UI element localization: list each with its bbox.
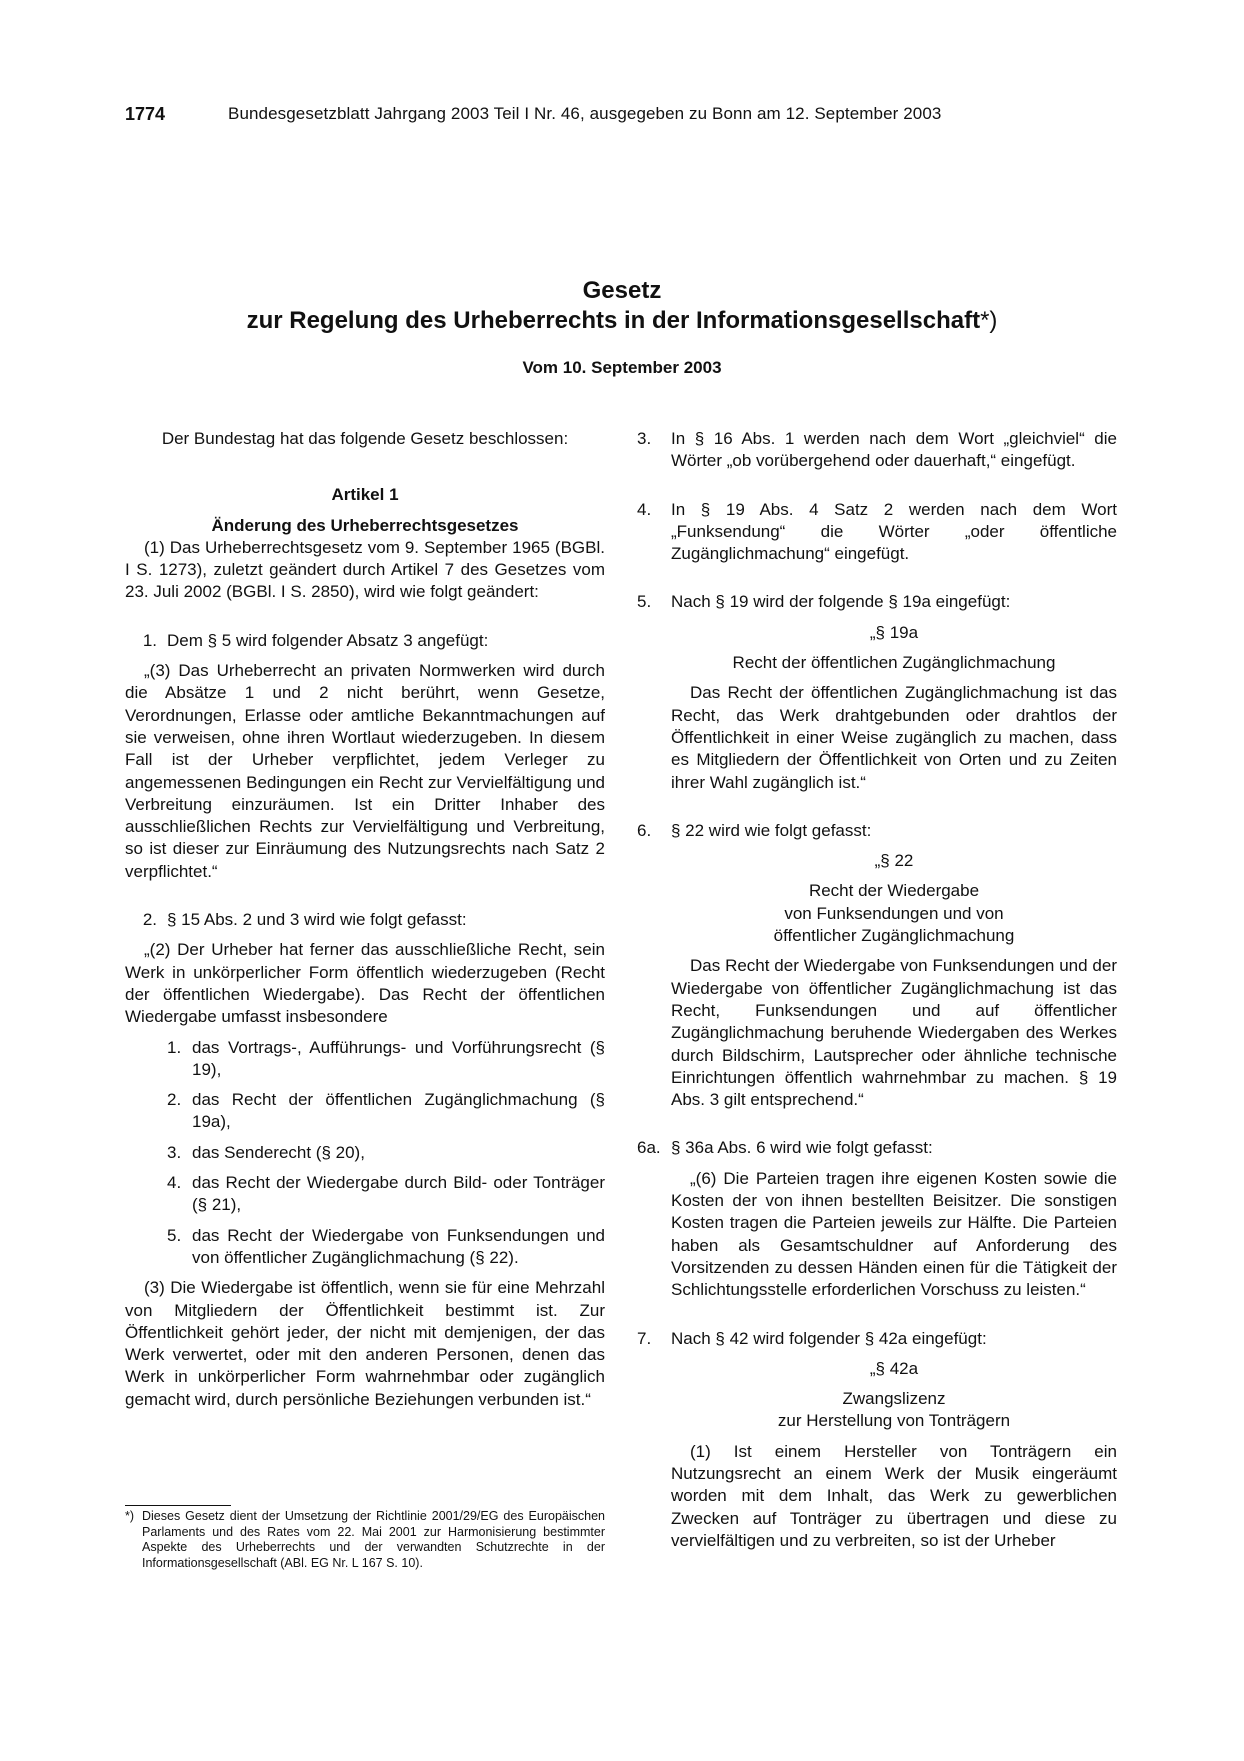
sub-item-text: das Senderecht (§ 20), [192,1142,365,1162]
section-title: Recht der öffentlichen Zugänglichmachung [732,653,1056,673]
section-title-line: zur Herstellung von Tonträgern [777,1411,1011,1431]
quoted-amendment: „(6) Die Parteien tragen ihre eigenen Kosten sowie die Kosten der von ihnen bestellten Beisitzer. Die sonstigen Kosten tragen die Parteien jeweils zur Hälfte. Die Parteien haben als Gesamtschuldner auf Anforderung des Vorsitzenden zu dessen Händen einen für die Tätigkeit der Schlichtungsstelle erforderlichen Vorschuss zu leisten.“ [671,1168,1117,1300]
list-item [637,499,1117,566]
page-header [125,104,1119,128]
sub-list-item [167,1037,605,1082]
section-number: „§ 42a [869,1358,919,1378]
title-footnote-mark: *) [980,307,998,334]
sub-item-number: 2. [167,1090,182,1110]
article-para-1: (1) Das Urheberrechtsgesetz vom 9. September 1965 (BGBl. I S. 1273), zuletzt geändert durch Artikel 7 des Gesetzes vom 23. Juli 2002 (BGBl. I S. 2850), wird wie folgt geändert: [125,537,605,602]
sub-item-number: 1. [167,1037,182,1057]
sub-list [167,1029,605,1278]
item-text: Nach § 42 wird folgender § 42a eingefügt: [671,1328,987,1348]
sub-list-item [167,1089,605,1134]
sub-list-item [167,1172,605,1217]
section-body: (1) Ist einem Hersteller von Tonträgern ein Nutzungsrecht an einem Werk der Musik eingeräumt worden mit dem Inhalt, das Werk zu gewerblichen Zwecken auf Tonträger zu übertragen und diese zu vervielfältigen und zu verbreiten, so ist der Urheber [671,1441,1117,1550]
sub-item-number: 4. [167,1173,182,1193]
law-title [0,276,1244,336]
section-body: Das Recht der Wiedergabe von Funksendungen und der Wiedergabe von öffentlicher Zugänglichmachung ist das Recht, Funksendungen und auf öffentlicher Zugänglichmachung beruhende Wiedergaben des Werkes durch Bildschirm, Lautsprecher oder ähnliche technische Einrichtungen öffentlich wahrnehmbar zu machen. § 19 Abs. 3 gilt entsprechend.“ [671,956,1117,1110]
list-item [637,1328,1117,1350]
intro-text: Der Bundestag hat das folgende Gesetz beschlossen: [161,429,569,448]
item-text: § 36a Abs. 6 wird wie folgt gefasst: [671,1138,933,1158]
title-line-2 [0,306,1244,336]
item-number: 1. [142,630,157,650]
item-number: 5. [637,592,652,612]
article-heading: Artikel 1 [331,485,399,505]
left-column [125,428,605,1411]
sub-item-text: das Recht der öffentlichen Zugänglichmachung (§ 19a), [192,1090,605,1132]
sub-item-text: das Recht der Wiedergabe durch Bild- oder Tonträger (§ 21), [192,1173,605,1215]
quoted-amendment-para-3: (3) Die Wiedergabe ist öffentlich, wenn sie für eine Mehrzahl von Mitgliedern der Öffentlichkeit bestimmt ist. Zur Öffentlichkeit gehört jeder, der nicht mit demjenigen, der das Werk verwertet, oder mit den anderen Personen, denen das Werk in unkörperlicher Form wahrnehmbar oder zugänglich gemacht wird, durch persönliche Beziehungen verbunden ist.“ [125,1278,605,1409]
sub-item-text: das Vortrags-, Aufführungs- und Vorführungsrecht (§ 19), [192,1037,605,1079]
title-line-2-text: zur Regelung des Urheberrechts in der Informationsgesellschaft [246,307,981,334]
item-text: In § 16 Abs. 1 werden nach dem Wort „gleichviel“ die Wörter „ob vorübergehend oder dauerhaft,“ eingefügt. [671,429,1117,471]
item-text: In § 19 Abs. 4 Satz 2 werden nach dem Wort „Funksendung“ die Wörter „oder öffentliche Zugänglichmachung“ eingefügt. [671,499,1117,564]
item-text: § 22 wird wie folgt gefasst: [671,820,872,840]
section-title-line: Zwangslizenz [842,1389,946,1409]
right-column [637,428,1117,1552]
list-item [637,428,1117,473]
sub-item-number: 3. [167,1142,182,1162]
item-number: 7. [637,1328,652,1348]
item-number: 6a. [637,1138,661,1158]
running-title: Bundesgesetzblatt Jahrgang 2003 Teil I Nr. 46, ausgegeben zu Bonn am 12. September 2003 [228,104,942,123]
item-number: 6. [637,820,652,840]
quoted-amendment: „(3) Das Urheberrecht an privaten Normwerken wird durch die Absätze 1 und 2 nicht berührt, wenn Gesetze, Verordnungen, Erlasse oder amtliche Bekanntmachungen auf sie verweisen, ohne ihren Wortlaut wiederzugeben. In diesem Fall ist der Urheber verpflichtet, jedem Verleger zu angemessenen Bedingungen ein Recht zur Vervielfältigung und Verbreitung einzuräumen. Ist ein Dritter Inhaber des ausschließlichen Rechts zur Vervielfältigung und Verbreitung, so ist dieser zur Einräumung des Nutzungsrechts nach Satz 2 verpflichtet.“ [125,661,605,881]
section-title-line: von Funksendungen und von [784,903,1004,923]
list-item [125,630,605,652]
page-number: 1774 [125,104,166,124]
quoted-amendment: „(2) Der Urheber hat ferner das ausschließliche Recht, sein Werk in unkörperlicher Form öffentlich wiederzugeben (Recht der öffentlichen Wiedergabe). Das Recht der öffentlichen Wiedergabe umfasst insbesondere [125,940,605,1027]
item-number: 2. [142,910,157,930]
footnote-rule [125,1505,231,1506]
list-item [637,1137,1117,1159]
item-text: § 15 Abs. 2 und 3 wird wie folgt gefasst: [167,910,467,930]
section-title-line: öffentlicher Zugänglichmachung [773,926,1015,946]
item-number: 4. [637,499,652,519]
list-item [125,909,605,931]
item-text: Nach § 19 wird der folgende § 19a eingefügt: [671,592,1011,612]
item-number: 3. [637,429,652,448]
section-number: „§ 22 [874,851,914,871]
list-item [637,591,1117,613]
footnote-mark: *) [125,1509,135,1523]
footnote-text: Dieses Gesetz dient der Umsetzung der Richtlinie 2001/29/EG des Europäischen Parlaments und des Rates vom 22. Mai 2001 zur Harmonisierung bestimmter Aspekte des Urheberrechts und der verwandten Schutzrechte in der Informationsgesellschaft (ABl. EG Nr. L 167 S. 10). [142,1509,605,1570]
sub-list-item [167,1142,605,1164]
item-text: Dem § 5 wird folgender Absatz 3 angefügt: [167,630,489,650]
footnote [125,1505,605,1571]
article-title: Änderung des Urheberrechtsgesetzes [211,515,519,535]
sub-item-number: 5. [167,1225,182,1245]
section-number: „§ 19a [869,622,919,642]
section-title-line: Recht der Wiedergabe [808,881,980,901]
law-date: Vom 10. September 2003 [522,358,722,377]
sub-list-item [167,1225,605,1270]
title-line-1: Gesetz [582,277,662,304]
sub-item-text: das Recht der Wiedergabe von Funksendungen und von öffentlicher Zugänglichmachung (§ 22). [192,1225,605,1267]
section-body: Das Recht der öffentlichen Zugänglichmachung ist das Recht, das Werk drahtgebunden oder drahtlos der Öffentlichkeit in einer Weise zugänglich zu machen, dass es Mitgliedern der Öffentlichkeit von Orten und zu Zeiten ihrer Wahl zugänglich ist.“ [671,683,1117,792]
list-item [637,820,1117,842]
